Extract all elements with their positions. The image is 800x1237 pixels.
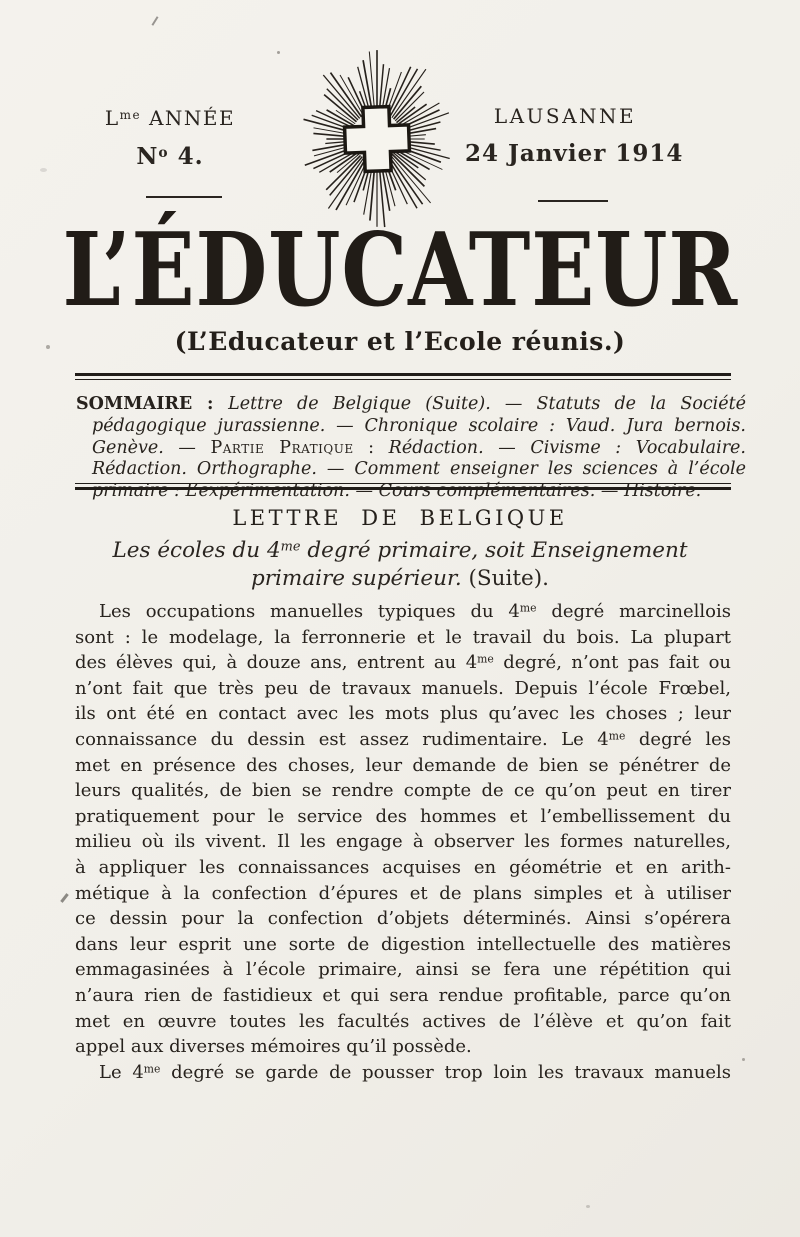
date-label: 24 Janvier 1914 bbox=[465, 140, 684, 167]
double-rule-top bbox=[75, 373, 731, 380]
scan-speck bbox=[742, 1058, 745, 1061]
article-body bbox=[75, 599, 731, 1085]
masthead bbox=[0, 210, 800, 330]
scan-speck bbox=[152, 16, 159, 26]
sommaire-segment: : bbox=[353, 437, 389, 458]
sommaire-segment: Partie Pratique bbox=[210, 437, 354, 458]
scan-speck bbox=[40, 168, 47, 172]
article-subtitle-line1: Les écoles du $4^{me}$ degré primaire, soit Enseignement bbox=[112, 538, 688, 563]
body-line: sont : le modelage, la ferronnerie et le travail du bois. La plupart bbox=[75, 626, 731, 648]
body-line: appel aux diverses mémoires qu’il possède. bbox=[75, 1036, 472, 1058]
sommaire-segment: Rédaction. — Civisme : Vocabulaire. Rédaction. Orthographe. — Comment enseigner les sciences à l’école primaire : L’expérimentation. — Cours complémentaires. — Histoire. bbox=[92, 437, 746, 502]
header-right-rule bbox=[538, 200, 608, 202]
issue-number-label: $N^o$ 4. bbox=[136, 143, 204, 170]
body-line: milieu où ils vivent. Il les engage à observer les formes naturelles, bbox=[75, 831, 731, 853]
header-right bbox=[465, 104, 684, 167]
scan-speck bbox=[60, 893, 69, 903]
body-line: Les occupations manuelles typiques du $4^{me}$ degré marcinellois bbox=[99, 601, 731, 622]
sommaire-segment: SOMMAIRE : bbox=[76, 394, 229, 414]
year-label: $L^{me}$ ANNÉE bbox=[104, 106, 236, 130]
body-line: ce dessin pour la confection d’objets déterminés. Ainsi s’opérera bbox=[75, 908, 731, 930]
article-title: LETTRE DE BELGIQUE bbox=[232, 506, 568, 530]
article-subtitle-roman: (Suite). bbox=[461, 566, 549, 591]
body-line: met en œuvre toutes les facultés actives de l’élève et qu’on fait bbox=[75, 1010, 731, 1032]
body-line: met en présence des choses, leur demande de bien se pénétrer de bbox=[75, 754, 731, 776]
body-line: Le $4^{me}$ degré se garde de pousser trop loin les travaux manuels bbox=[99, 1061, 731, 1083]
body-line: emmagasinées à l’école primaire, ainsi se fera une répétition qui bbox=[75, 959, 731, 981]
article-subtitle-line2 bbox=[0, 566, 800, 591]
body-line: n’aura rien de fastidieux et qui sera rendue profitable, parce qu’on bbox=[75, 984, 731, 1006]
scan-speck bbox=[586, 1205, 590, 1208]
masthead-subtitle: (L’Educateur et l’Ecole réunis.) bbox=[174, 327, 626, 356]
sommaire-segment: Lettre de Belgique (Suite). — Statuts de la Société pédagogique jurassienne. — Chronique scolaire : Vaud. Jura bernois. Genève. — bbox=[92, 394, 747, 458]
scan-speck bbox=[46, 345, 50, 349]
body-line: n’ont fait que très peu de travaux manuels. Depuis l’école Frœbel, bbox=[75, 677, 731, 699]
body-line: pratiquement pour le service des hommes et l’embellissement du bbox=[75, 805, 731, 827]
masthead-title: L’ÉDUCATEUR bbox=[62, 210, 738, 330]
article-subtitle-italic: primaire supérieur. bbox=[251, 566, 462, 591]
scan-speck bbox=[277, 51, 280, 54]
double-rule-bottom bbox=[75, 483, 731, 490]
body-line: métique à la confection d’épures et de plans simples et à utiliser bbox=[75, 882, 731, 904]
body-line: des élèves qui, à douze ans, entrent au $4^{me}$ degré, n’ont pas fait ou bbox=[75, 652, 731, 674]
body-line: connaissance du dessin est assez rudimentaire. Le $4^{me}$ degré les bbox=[75, 728, 731, 750]
city-label: LAUSANNE bbox=[493, 104, 637, 128]
body-line: à appliquer les connaissances acquises en géométrie et en arith- bbox=[75, 856, 731, 878]
swiss-cross-sunburst-icon bbox=[282, 44, 472, 234]
header-left-rule bbox=[146, 196, 222, 198]
body-line: leurs qualités, de bien se rendre compte de ce qu’on peut en tirer bbox=[75, 780, 731, 802]
body-line: dans leur esprit une sorte de digestion intellectuelle des matières bbox=[75, 933, 731, 955]
body-line: ils ont été en contact avec les mots plus qu’avec les choses ; leur bbox=[75, 703, 731, 725]
header-left bbox=[95, 106, 245, 170]
